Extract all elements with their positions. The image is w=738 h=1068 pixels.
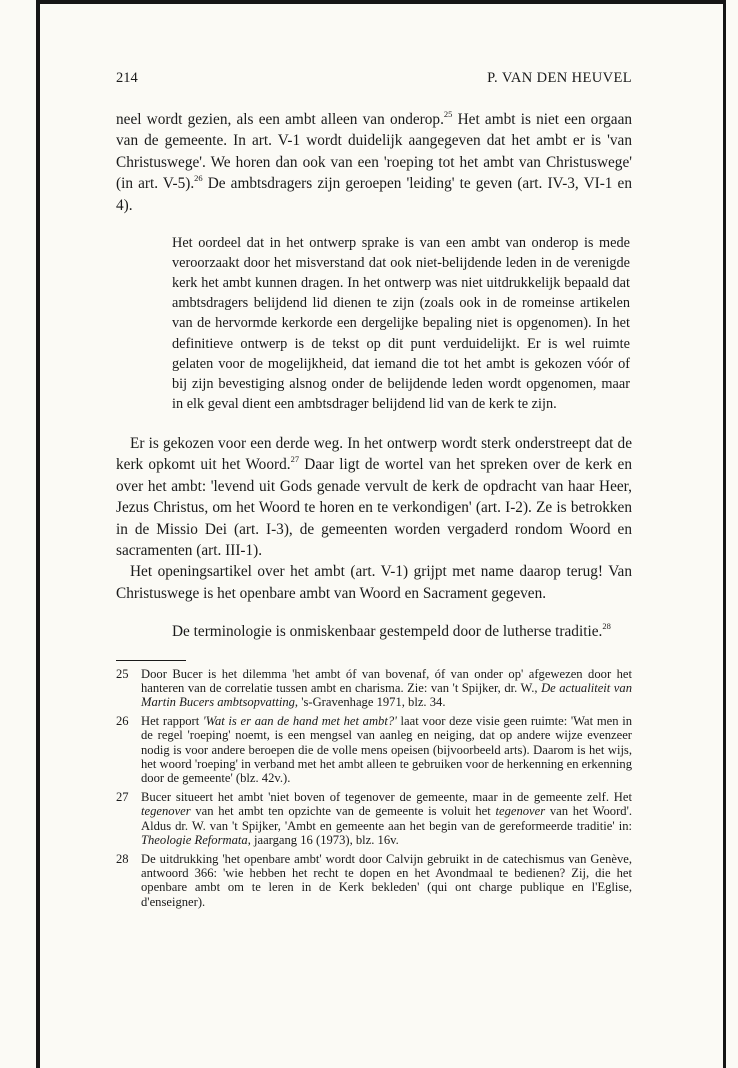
p4-text: De terminologie is onmiskenbaar gestempeld door de lutherse traditie. [172,623,603,641]
p1-text-c: De ambtsdragers zijn geroepen 'leiding' te geven (art. IV-3, VI-1 en 4). [116,175,632,214]
body-paragraph-4 [116,621,632,642]
footnote-ref-27: 27 [290,454,300,465]
footnote-text [141,790,632,847]
running-head: P. VAN DEN HEUVEL [487,70,632,86]
fn26-title: 'Wat is er aan de hand met het ambt?' [202,714,397,729]
footnotes [116,667,632,909]
footnote-28 [116,852,632,909]
footnote-25 [116,667,632,710]
scan-border-top [36,0,726,4]
fn27-italic-2: tegenover [495,804,546,819]
p2-text-a: Er is gekozen voor een derde weg. In het ontwerp wordt sterk onderstreept dat de kerk opkomt uit het Woord. [116,434,632,474]
page-content [116,70,632,914]
page-number: 214 [116,70,138,86]
fn26-text-c: laat voor deze visie geen ruimte: 'Wat men in de regel 'roeping' noemt, is een mengsel van aanleg en neiging, dat op andere wijze evenzeer nodig is voor andere beroepen die de volle mens opeisen (bijvoorbeeld arts). Daarom is het wijs, het woord 'roeping' in verband met het ambt alleen te gebruiken voor de herkenning en erkenning door de gemeente' (blz. 42v.). [141,714,632,785]
fn27-italic-1: tegenover [141,804,191,819]
footnote-text [141,667,632,710]
fn25-text-c: , 's-Gravenhage 1971, blz. 34. [294,694,446,709]
page-header [116,70,632,92]
footnote-ref-26: 26 [194,173,203,184]
body-paragraph-3: Het openingsartikel over het ambt (art. V-1) grijpt met name daarop terug! Van Christuswege is het openbare ambt van Woord en Sacrament gegeven. [116,563,632,602]
footnote-number: 25 [116,666,129,681]
fn27-text-e: van het Woord'. Aldus dr. W. van 't Spijker, 'Ambt en gemeente aan het begin van de gereformeerde traditie' in: [141,804,632,833]
body-paragraph-2 [116,433,632,561]
footnote-ref-28: 28 [602,621,611,632]
footnote-26 [116,714,632,785]
body-paragraph-1 [116,109,632,216]
footnote-number: 26 [116,714,129,729]
p1-text-b: Het ambt is niet een orgaan van de gemeente. In art. V-1 wordt duidelijk aangegeven dat het ambt er is 'van Christuswege'. We horen dan ook van een 'roeping tot het ambt van Christuswege' (in art. V-5). [116,111,633,193]
p2-text-b: Daar ligt de wortel van het spreken over de kerk en over het ambt: 'levend uit Gods genade vervult de kerk de opdracht van haar Heer, Jezus Christus, om het Woord te horen en te verkondigen' (art. I-2). Ze is betrokken in de Missio Dei (art. I-3), de gemeenten worden vergaderd rondom Woord en sacramenten (art. III-1). [116,456,632,559]
footnote-text: De uitdrukking 'het openbare ambt' wordt door Calvijn gebruikt in de catechismus van Genève, antwoord 366: 'wie hebben het recht te dopen en het Avondmaal te bedienen? Zij, die het openbare ambt om te leren in de Kerk bekleden' (qui ont charge publique en l'Eglise, d'enseigner). [141,851,632,909]
fn27-text-c: van het ambt ten opzichte van de gemeente is voluit het [190,804,496,819]
footnote-separator [116,660,186,661]
footnote-number: 28 [116,851,129,866]
fn27-text-a: Bucer situeert het ambt 'niet boven of tegenover de gemeente, maar in de gemeente zelf. Het [141,790,632,805]
footnote-27 [116,790,632,847]
fn25-title: De actualiteit van Martin Bucers ambtsopvatting [141,680,632,709]
fn26-text-a: Het rapport [141,714,203,729]
footnote-text [141,714,632,785]
footnote-number: 27 [116,790,129,805]
fn25-text-a: Door Bucer is het dilemma 'het ambt óf van bovenaf, óf van onder op' afgewezen door het hanteren van de correlatie tussen ambt en charisma. Zie: van 't Spijker, dr. W., [141,666,632,695]
fn27-text-g: , jaargang 16 (1973), blz. 16v. [247,832,399,847]
scan-border-right [723,0,726,1068]
p1-text-a: neel wordt gezien, als een ambt alleen van onderop. [116,111,444,128]
footnote-ref-25: 25 [443,108,453,119]
indented-note: Het oordeel dat in het ontwerp sprake is van een ambt van onderop is mede veroorzaakt door het misverstand dat ook niet-belijdende leden in de verenigde kerk het ambt kunnen dragen. In het ontwerp was niet uitdrukkelijk bepaald dat ambtsdragers belijdend lid dienen te zijn (zoals ook in de romeinse artikelen van de hervormde kerkorde een dergelijke bepaling niet is opgenomen). In het definitieve ontwerp is de tekst op dit punt verduidelijkt. Er is wel ruimte gelaten voor de mogelijkheid, dat iemand die tot het ambt is gekozen vóór of bij zijn bevestiging alsnog onder de belijdende leden wordt opgenomen, maar in elk geval dient een ambtsdrager belijdend lid van de kerk te zijn. [172,235,630,412]
scan-border-left [36,0,40,1068]
fn27-journal: Theologie Reformata [141,832,248,847]
